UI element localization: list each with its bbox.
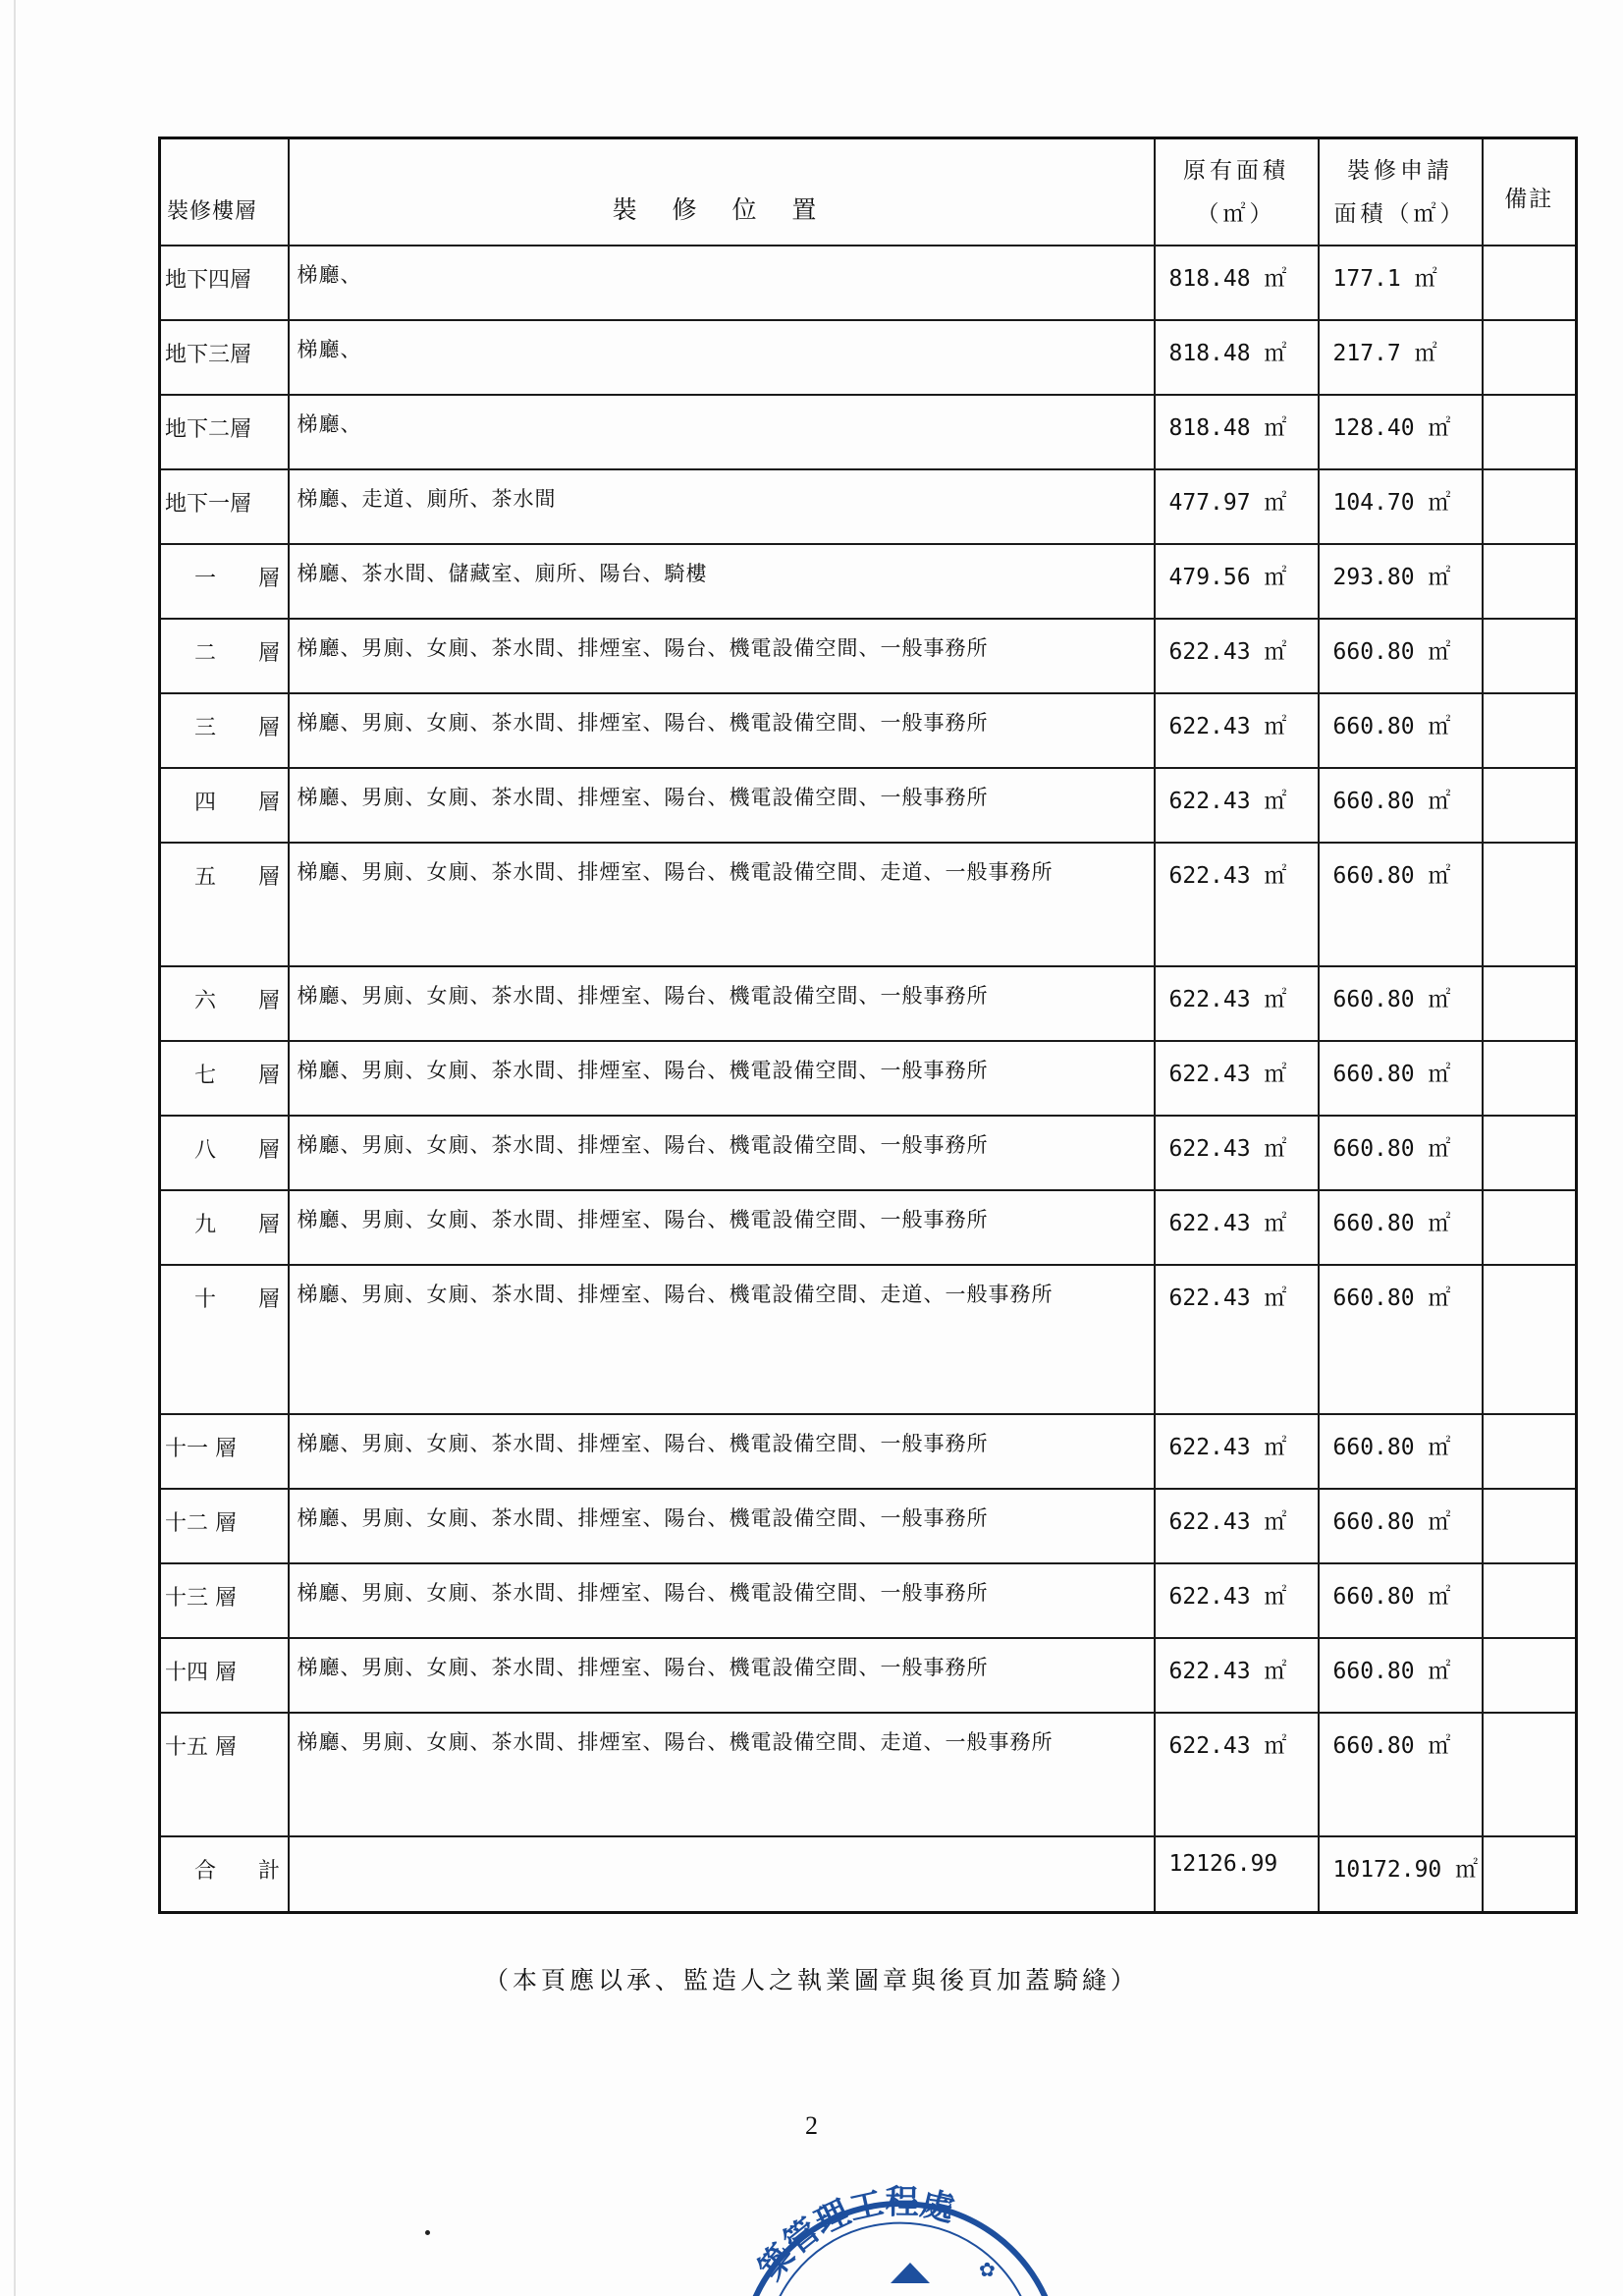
floor-cell-text: 九 層	[194, 1212, 298, 1237]
original-area-cell	[1155, 1638, 1319, 1713]
original-area-cell-text: 622.43 ㎡	[1168, 1508, 1287, 1535]
seal-inner-mark	[891, 2263, 930, 2283]
remarks-cell-text	[1484, 1564, 1576, 1578]
renovation-area-table	[158, 137, 1578, 1914]
location-cell-text: 梯廳、男廁、女廁、茶水間、排煙室、陽台、機電設備空間、一般事務所	[297, 1058, 989, 1082]
floor-cell-text: 地下三層	[165, 342, 252, 367]
remarks-cell-text	[1484, 694, 1576, 708]
applied-area-cell-text: 660.80 ㎡	[1332, 638, 1451, 665]
applied-area-cell-text: 660.80 ㎡	[1332, 1583, 1451, 1610]
remarks-cell-text	[1484, 769, 1576, 783]
floor-cell	[160, 1041, 298, 1116]
floor-cell	[160, 1116, 298, 1190]
applied-area-cell-text: 660.80 ㎡	[1332, 986, 1451, 1012]
remarks-cell-text	[1484, 1490, 1576, 1503]
floor-cell	[160, 1638, 289, 1713]
original-area-cell	[1155, 469, 1319, 544]
floor-cell-text: 五 層	[194, 864, 298, 890]
header-original-area-line1: 原有面積	[1183, 158, 1289, 184]
original-area-cell-text: 622.43 ㎡	[1168, 788, 1287, 814]
remarks-cell-text	[1484, 321, 1576, 335]
original-area-cell-text: 622.43 ㎡	[1168, 638, 1287, 665]
seal-text: 築管理工程處	[750, 2182, 958, 2288]
original-area-cell-text: 622.43 ㎡	[1168, 1732, 1287, 1759]
remarks-cell	[1483, 1638, 1577, 1713]
location-cell-text: 梯廳、男廁、女廁、茶水間、排煙室、陽台、機電設備空間、一般事務所	[297, 983, 989, 1008]
speck-dot	[425, 2230, 430, 2235]
floor-cell-text: 地下二層	[165, 416, 252, 442]
applied-area-cell-text: 660.80 ㎡	[1332, 788, 1451, 814]
original-area-cell	[1155, 619, 1319, 693]
total-original-cell	[1155, 1836, 1319, 1913]
floor-cell	[160, 619, 298, 693]
floor-cell-text: 四 層	[194, 790, 298, 815]
floor-cell-text: 十二 層	[165, 1510, 237, 1536]
remarks-cell	[1483, 1489, 1577, 1563]
original-area-cell	[1155, 1265, 1319, 1414]
header-original-area	[1155, 138, 1319, 246]
header-applied-area	[1319, 138, 1483, 246]
remarks-cell	[1483, 768, 1577, 843]
applied-area-cell	[1319, 1414, 1483, 1489]
seal-flower-icon: ✿	[979, 2258, 996, 2281]
original-area-cell-text: 622.43 ㎡	[1168, 1210, 1287, 1236]
location-cell	[289, 1265, 1155, 1414]
original-area-cell-text: 622.43 ㎡	[1168, 713, 1287, 739]
applied-area-cell	[1319, 1638, 1483, 1713]
total-applied-cell	[1319, 1836, 1483, 1913]
floor-cell-text: 地下四層	[165, 267, 252, 293]
floor-cell	[160, 768, 298, 843]
remarks-cell-text	[1484, 967, 1576, 981]
floor-cell-text: 一 層	[194, 566, 298, 591]
original-area-cell-text: 479.56 ㎡	[1168, 564, 1287, 590]
floor-cell	[160, 1414, 289, 1489]
original-area-cell	[1155, 544, 1319, 619]
floor-cell	[160, 843, 298, 966]
original-area-cell-text: 622.43 ㎡	[1168, 1285, 1287, 1311]
original-area-cell-text: 622.43 ㎡	[1168, 1434, 1287, 1460]
applied-area-cell	[1319, 544, 1483, 619]
location-cell-text: 梯廳、男廁、女廁、茶水間、排煙室、陽台、機電設備空間、走道、一般事務所	[297, 859, 1054, 884]
original-area-cell-text: 622.43 ㎡	[1168, 1658, 1287, 1684]
remarks-cell	[1483, 1190, 1577, 1265]
original-area-cell-text: 622.43 ㎡	[1168, 986, 1287, 1012]
applied-area-cell-text: 217.7 ㎡	[1332, 340, 1437, 366]
original-area-cell-text: 818.48 ㎡	[1168, 340, 1287, 366]
table-header-row	[160, 138, 1577, 246]
total-location-cell	[289, 1836, 1155, 1913]
applied-area-cell-text: 660.80 ㎡	[1332, 1135, 1451, 1162]
floor-cell	[160, 1713, 289, 1836]
total-applied-cell-text: 10172.90 ㎡	[1332, 1856, 1479, 1883]
remarks-cell	[1483, 843, 1577, 966]
applied-area-cell	[1319, 246, 1483, 320]
table-row	[160, 1713, 1577, 1836]
original-area-cell	[1155, 1414, 1319, 1489]
floor-cell-text: 十五 層	[165, 1734, 237, 1760]
original-area-cell-text: 622.43 ㎡	[1168, 862, 1287, 889]
applied-area-cell-text: 660.80 ㎡	[1332, 1061, 1451, 1087]
remarks-cell	[1483, 320, 1577, 395]
location-cell-text: 梯廳、男廁、女廁、茶水間、排煙室、陽台、機電設備空間、一般事務所	[297, 1655, 989, 1679]
applied-area-cell	[1319, 768, 1483, 843]
total-location-cell-text	[290, 1823, 1154, 1839]
location-cell-text: 梯廳、男廁、女廁、茶水間、排煙室、陽台、機電設備空間、走道、一般事務所	[297, 1729, 1054, 1754]
applied-area-cell	[1319, 1041, 1483, 1116]
applied-area-cell-text: 660.80 ㎡	[1332, 1434, 1451, 1460]
remarks-cell-text	[1484, 1191, 1576, 1205]
original-area-cell	[1155, 320, 1319, 395]
original-area-cell-text: 818.48 ㎡	[1168, 265, 1287, 292]
applied-area-cell-text: 660.80 ㎡	[1332, 1508, 1451, 1535]
applied-area-cell	[1319, 1489, 1483, 1563]
remarks-cell	[1483, 1414, 1577, 1489]
floor-cell	[160, 1563, 289, 1638]
applied-area-cell	[1319, 1563, 1483, 1638]
floor-cell	[160, 320, 289, 395]
applied-area-cell-text: 660.80 ㎡	[1332, 713, 1451, 739]
remarks-cell-text	[1484, 396, 1576, 410]
original-area-cell	[1155, 693, 1319, 768]
applied-area-cell	[1319, 320, 1483, 395]
applied-area-cell	[1319, 1265, 1483, 1414]
original-area-cell	[1155, 768, 1319, 843]
location-cell-text: 梯廳、男廁、女廁、茶水間、排煙室、陽台、機電設備空間、一般事務所	[297, 1505, 989, 1530]
remarks-cell-text	[1484, 1415, 1576, 1429]
original-area-cell	[1155, 395, 1319, 469]
applied-area-cell-text: 177.1 ㎡	[1332, 265, 1437, 292]
remarks-cell-text	[1484, 545, 1576, 559]
original-area-cell	[1155, 1190, 1319, 1265]
floor-cell-text: 七 層	[194, 1063, 298, 1088]
location-cell-text: 梯廳、男廁、女廁、茶水間、排煙室、陽台、機電設備空間、一般事務所	[297, 1431, 989, 1455]
floor-cell-text: 八 層	[194, 1137, 298, 1163]
floor-cell-text: 六 層	[194, 988, 298, 1013]
location-cell	[289, 1713, 1155, 1836]
header-applied-area-line1: 裝修申請	[1347, 158, 1453, 184]
original-area-cell-text: 622.43 ㎡	[1168, 1583, 1287, 1610]
floor-cell	[160, 1265, 298, 1414]
applied-area-cell-text: 660.80 ㎡	[1332, 862, 1451, 889]
scan-edge-line	[14, 0, 16, 2296]
applied-area-cell-text: 104.70 ㎡	[1332, 489, 1451, 516]
footnote: （本頁應以承、監造人之執業圖章與後頁加蓋騎縫）	[483, 1966, 1139, 1995]
original-area-cell	[1155, 1041, 1319, 1116]
applied-area-cell	[1319, 843, 1483, 966]
floor-cell-text: 十一 層	[165, 1436, 237, 1461]
remarks-cell	[1483, 246, 1577, 320]
total-label-cell	[160, 1836, 298, 1913]
remarks-cell	[1483, 1713, 1577, 1836]
location-cell-text: 梯廳、	[297, 411, 362, 436]
location-cell-text: 梯廳、走道、廁所、茶水間	[297, 486, 557, 511]
applied-area-cell	[1319, 1713, 1483, 1836]
floor-cell-text: 二 層	[194, 640, 298, 666]
total-remarks-cell	[1483, 1836, 1577, 1913]
total-remarks-cell-text	[1484, 1837, 1576, 1851]
floor-cell	[160, 1190, 298, 1265]
total-row	[160, 1836, 1577, 1913]
remarks-cell-text	[1484, 470, 1576, 484]
applied-area-cell	[1319, 1190, 1483, 1265]
original-area-cell	[1155, 1116, 1319, 1190]
remarks-cell-text	[1484, 1042, 1576, 1056]
remarks-cell	[1483, 1563, 1577, 1638]
remarks-cell	[1483, 1265, 1577, 1414]
remarks-cell	[1483, 1116, 1577, 1190]
floor-cell-text: 十 層	[194, 1286, 298, 1312]
floor-cell	[160, 246, 289, 320]
total-original-cell-text: 12126.99	[1168, 1850, 1278, 1877]
floor-cell	[160, 395, 289, 469]
applied-area-cell-text: 128.40 ㎡	[1332, 414, 1451, 441]
location-cell-text: 梯廳、茶水間、儲藏室、廁所、陽台、騎樓	[297, 561, 708, 585]
applied-area-cell-text: 660.80 ㎡	[1332, 1658, 1451, 1684]
header-remarks: 備註	[1483, 138, 1577, 246]
applied-area-cell-text: 660.80 ㎡	[1332, 1732, 1451, 1759]
remarks-cell	[1483, 1041, 1577, 1116]
location-cell-text: 梯廳、男廁、女廁、茶水間、排煙室、陽台、機電設備空間、走道、一般事務所	[297, 1282, 1054, 1306]
remarks-cell-text	[1484, 246, 1576, 260]
original-area-cell-text: 818.48 ㎡	[1168, 414, 1287, 441]
original-area-cell	[1155, 843, 1319, 966]
floor-cell	[160, 544, 298, 619]
location-cell-text: 梯廳、男廁、女廁、茶水間、排煙室、陽台、機電設備空間、一般事務所	[297, 1580, 989, 1605]
remarks-cell-text	[1484, 1266, 1576, 1280]
total-label-cell-text: 合 計	[194, 1858, 298, 1884]
official-seal-stamp	[743, 2160, 1057, 2296]
applied-area-cell	[1319, 469, 1483, 544]
remarks-cell	[1483, 469, 1577, 544]
location-cell-text: 梯廳、	[297, 337, 362, 361]
original-area-cell-text: 477.97 ㎡	[1168, 489, 1287, 516]
applied-area-cell	[1319, 966, 1483, 1041]
header-applied-area-line2: 面積（㎡）	[1333, 201, 1467, 227]
original-area-cell-text: 622.43 ㎡	[1168, 1135, 1287, 1162]
location-cell-text: 梯廳、	[297, 262, 362, 287]
floor-cell	[160, 469, 289, 544]
original-area-cell	[1155, 1563, 1319, 1638]
remarks-cell-text	[1484, 844, 1576, 857]
remarks-cell	[1483, 966, 1577, 1041]
remarks-cell	[1483, 619, 1577, 693]
location-cell-text: 梯廳、男廁、女廁、茶水間、排煙室、陽台、機電設備空間、一般事務所	[297, 1132, 989, 1157]
header-location: 裝 修 位 置	[289, 138, 1155, 246]
floor-cell	[160, 966, 298, 1041]
original-area-cell-text: 622.43 ㎡	[1168, 1061, 1287, 1087]
remarks-cell-text	[1484, 1117, 1576, 1130]
header-floor: 裝修樓層	[160, 138, 289, 246]
remarks-cell	[1483, 395, 1577, 469]
applied-area-cell	[1319, 619, 1483, 693]
floor-cell-text: 十三 層	[165, 1585, 237, 1611]
floor-cell-text: 三 層	[194, 715, 298, 740]
floor-cell-text: 地下一層	[165, 491, 252, 517]
remarks-cell-text	[1484, 1714, 1576, 1727]
original-area-cell	[1155, 1489, 1319, 1563]
table-row	[160, 1265, 1577, 1414]
applied-area-cell	[1319, 693, 1483, 768]
remarks-cell-text	[1484, 620, 1576, 633]
original-area-cell	[1155, 246, 1319, 320]
floor-cell-text: 十四 層	[165, 1660, 237, 1685]
location-cell-text: 梯廳、男廁、女廁、茶水間、排煙室、陽台、機電設備空間、一般事務所	[297, 635, 989, 660]
remarks-cell-text	[1484, 1639, 1576, 1653]
applied-area-cell-text: 293.80 ㎡	[1332, 564, 1451, 590]
page-number: 2	[805, 2111, 818, 2140]
original-area-cell	[1155, 966, 1319, 1041]
location-cell-text: 梯廳、男廁、女廁、茶水間、排煙室、陽台、機電設備空間、一般事務所	[297, 1207, 989, 1231]
original-area-cell	[1155, 1713, 1319, 1836]
table-row	[160, 843, 1577, 966]
applied-area-cell	[1319, 395, 1483, 469]
applied-area-cell-text: 660.80 ㎡	[1332, 1210, 1451, 1236]
floor-cell	[160, 693, 298, 768]
remarks-cell	[1483, 693, 1577, 768]
applied-area-cell-text: 660.80 ㎡	[1332, 1285, 1451, 1311]
location-cell-text: 梯廳、男廁、女廁、茶水間、排煙室、陽台、機電設備空間、一般事務所	[297, 710, 989, 735]
applied-area-cell	[1319, 1116, 1483, 1190]
header-original-area-line2: （㎡）	[1196, 201, 1276, 227]
remarks-cell	[1483, 544, 1577, 619]
location-cell	[289, 843, 1155, 966]
floor-cell	[160, 1489, 289, 1563]
location-cell-text: 梯廳、男廁、女廁、茶水間、排煙室、陽台、機電設備空間、一般事務所	[297, 785, 989, 809]
